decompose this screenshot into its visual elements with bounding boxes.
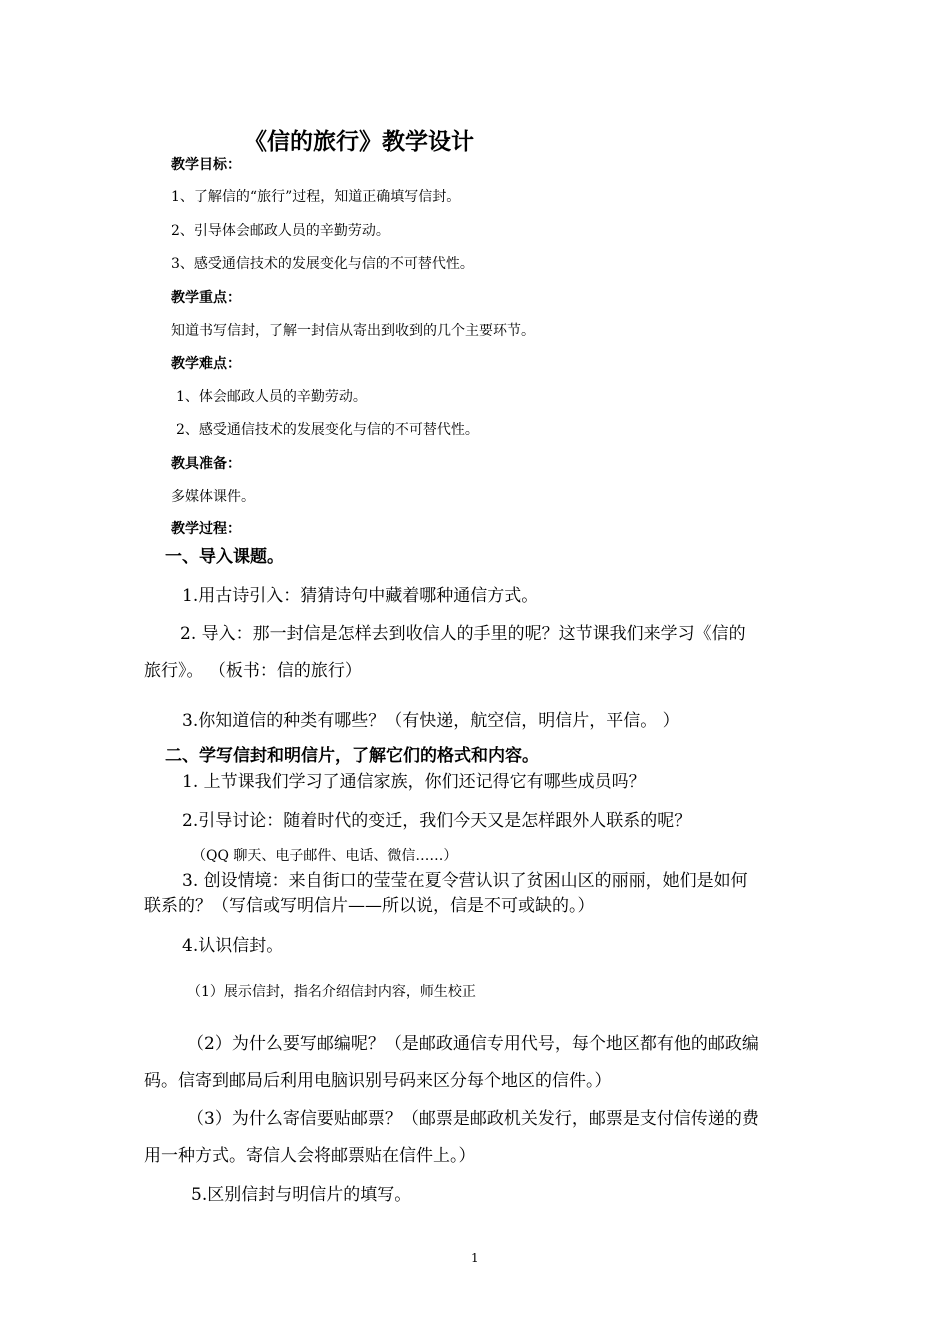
body-line: 2. 导入：那一封信是怎样去到收信人的手里的呢？这节课我们来学习《信的 <box>180 624 746 644</box>
page-number: 1 <box>471 1251 479 1265</box>
body-line: 1.用古诗引入：猜猜诗句中藏着哪种通信方式。 <box>182 586 539 606</box>
difficulty-item: 2、感受通信技术的发展变化与信的不可替代性。 <box>176 422 479 438</box>
difficulties-heading: 教学难点： <box>171 356 241 372</box>
body-line: 4.认识信封。 <box>182 936 284 956</box>
body-line: （2）为什么要写邮编呢？（是邮政通信专用代号，每个地区都有他的邮政编 <box>187 1034 759 1054</box>
body-line: 5.区别信封与明信片的填写。 <box>191 1185 412 1205</box>
materials-heading: 教具准备： <box>171 456 241 472</box>
body-line: （3）为什么寄信要贴邮票？（邮票是邮政机关发行，邮票是支付信传递的费 <box>187 1109 759 1129</box>
body-line: （QQ 聊天、电子邮件、电话、微信……） <box>192 848 458 864</box>
body-line: 用一种方式。寄信人会将邮票贴在信件上。） <box>144 1146 476 1166</box>
document-title: 《信的旅行》教学设计 <box>244 129 474 155</box>
process-heading: 教学过程： <box>171 521 241 537</box>
body-line: 3. 创设情境：来自街口的莹莹在夏令营认识了贫困山区的丽丽，她们是如何 <box>182 871 748 891</box>
key-points-text: 知道书写信封，了解一封信从寄出到收到的几个主要环节。 <box>171 323 535 339</box>
body-line: 旅行》。 （板书：信的旅行） <box>144 661 362 681</box>
objectives-heading: 教学目标： <box>171 157 241 173</box>
body-line: 3.你知道信的种类有哪些？（有快递，航空信，明信片，平信。 ） <box>182 711 680 731</box>
objective-item: 2、引导体会邮政人员的辛勤劳动。 <box>171 223 390 239</box>
body-line: （1）展示信封，指名介绍信封内容，师生校正 <box>187 984 476 1000</box>
materials-text: 多媒体课件。 <box>171 489 255 505</box>
objective-item: 3、感受通信技术的发展变化与信的不可替代性。 <box>171 256 474 272</box>
section-title: 二、学写信封和明信片，了解它们的格式和内容。 <box>165 746 539 766</box>
body-line: 1. 上节课我们学习了通信家族，你们还记得它有哪些成员吗？ <box>182 772 646 792</box>
body-line: 联系的？（写信或写明信片——所以说，信是不可或缺的。） <box>144 896 595 916</box>
key-points-heading: 教学重点： <box>171 290 241 306</box>
section-title: 一、导入课题。 <box>165 547 284 567</box>
body-line: 2.引导讨论：随着时代的变迁，我们今天又是怎样跟外人联系的呢？ <box>182 811 692 831</box>
objective-item: 1、了解信的“旅行”过程，知道正确填写信封。 <box>171 189 461 205</box>
body-line: 码。信寄到邮局后利用电脑识别号码来区分每个地区的信件。） <box>144 1071 612 1091</box>
difficulty-item: 1、体会邮政人员的辛勤劳动。 <box>176 389 367 405</box>
